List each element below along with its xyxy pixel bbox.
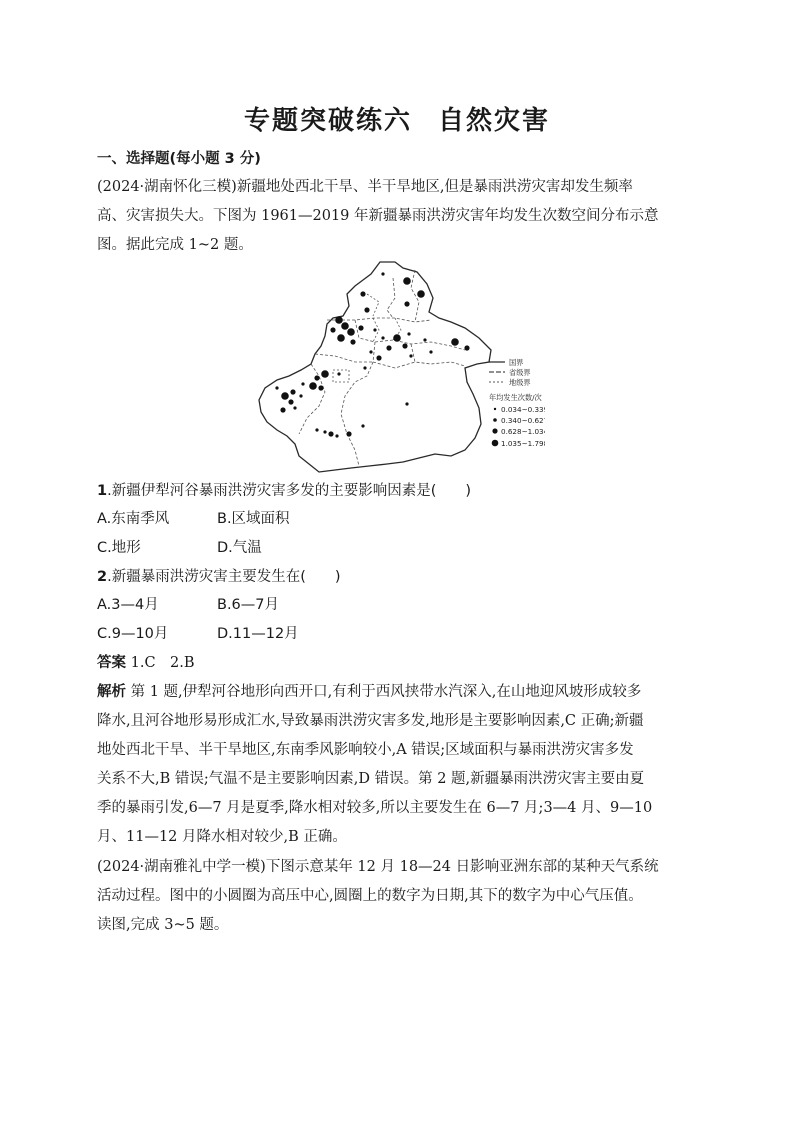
dot bbox=[315, 428, 318, 431]
q2-options-row-1 bbox=[97, 591, 702, 620]
dot bbox=[423, 338, 426, 341]
dot bbox=[321, 370, 329, 378]
analysis-label: 解析 bbox=[97, 684, 126, 700]
q2-number: 2 bbox=[97, 569, 108, 585]
dot bbox=[403, 277, 411, 285]
dot bbox=[288, 399, 293, 404]
legend-class-4: 1.035~1.798 bbox=[501, 439, 545, 448]
intro2-line-3: 读图,完成 3~5 题。 bbox=[97, 917, 229, 933]
dot bbox=[369, 350, 372, 353]
q1-option-a[interactable]: A.东南季风 bbox=[97, 511, 170, 527]
analysis-line-6: 月、11—12 月降水相对较少,B 正确。 bbox=[97, 829, 347, 845]
dot bbox=[360, 291, 365, 296]
dot bbox=[335, 316, 343, 324]
intro2-line-2: 活动过程。图中的小圆圈为高压中心,圆圈上的数字为日期,其下的数字为中心气压值。 bbox=[97, 888, 643, 904]
dot bbox=[323, 430, 326, 433]
dot bbox=[280, 407, 285, 412]
analysis-line-5: 季的暴雨引发,6—7 月是夏季,降水相对较多,所以主要发生在 6—7 月;3—4 月、9—10 bbox=[97, 800, 653, 816]
legend-dot-3 bbox=[492, 428, 497, 433]
dot bbox=[381, 336, 384, 339]
intro2-line-1: (2024·湖南雅礼中学一模)下图示意某年 12 月 18—24 日影响亚洲东部的某种天气系统 bbox=[97, 859, 659, 875]
dot bbox=[409, 354, 412, 357]
dot bbox=[275, 386, 278, 389]
dot bbox=[373, 328, 376, 331]
intro1-line-1: (2024·湖南怀化三模)新疆地处西北干旱、半干旱地区,但是暴雨洪涝灾害却发生频率 bbox=[97, 179, 633, 195]
analysis-line-1 bbox=[97, 678, 702, 707]
dot bbox=[314, 375, 319, 380]
legend-dot-1 bbox=[494, 408, 496, 410]
q1-options-row-2 bbox=[97, 534, 702, 563]
dot bbox=[402, 343, 407, 348]
dot bbox=[330, 327, 335, 332]
analysis-line-2: 降水,且河谷地形易形成汇水,导致暴雨洪涝灾害多发,地形是主要影响因素,C 正确;新疆 bbox=[97, 713, 644, 729]
q1-options-row-1 bbox=[97, 505, 702, 534]
dot bbox=[350, 339, 355, 344]
legend-freq-title: 年均发生次数/次 bbox=[489, 393, 542, 402]
q2-option-c[interactable]: C.9—10月 bbox=[97, 626, 169, 642]
question-1 bbox=[97, 477, 702, 506]
legend-class-3: 0.628~1.034 bbox=[501, 427, 545, 436]
question-2 bbox=[97, 563, 702, 592]
analysis-text-1: 第 1 题,伊犁河谷地形向西开口,有利于西风挟带水汽深入,在山地迎风坡形成较多 bbox=[126, 684, 642, 700]
dot bbox=[328, 431, 333, 436]
dot bbox=[318, 385, 323, 390]
dot bbox=[341, 322, 349, 330]
dot bbox=[364, 307, 369, 312]
dot bbox=[290, 389, 295, 394]
dot bbox=[337, 372, 340, 375]
q1-option-c[interactable]: C.地形 bbox=[97, 540, 141, 556]
q1-option-d[interactable]: D.气温 bbox=[217, 540, 262, 556]
title-sub: 自然灾害 bbox=[438, 106, 551, 136]
xinjiang-flood-map bbox=[255, 258, 545, 476]
dot bbox=[464, 345, 469, 350]
section-heading: 一、选择题(每小题 3 分) bbox=[97, 151, 261, 167]
dot bbox=[309, 382, 317, 390]
legend-class-1: 0.034~0.339 bbox=[501, 405, 545, 414]
q2-options-row-2 bbox=[97, 620, 702, 649]
dot bbox=[335, 434, 338, 437]
region-outline bbox=[259, 262, 491, 472]
legend-prefecture: 地级界 bbox=[509, 378, 531, 387]
answer-line bbox=[97, 649, 702, 678]
legend-dot-4 bbox=[492, 440, 499, 447]
page-title bbox=[0, 100, 794, 137]
q1-stem: .新疆伊犁河谷暴雨洪涝灾害多发的主要影响因素是( ) bbox=[107, 483, 472, 499]
dot bbox=[337, 334, 345, 342]
analysis-line-4: 关系不大,B 错误;气温不是主要影响因素,D 错误。第 2 题,新疆暴雨洪涝灾害主要由夏 bbox=[97, 771, 645, 787]
intro1-line-2: 高、灾害损失大。下图为 1961—2019 年新疆暴雨洪涝灾害年均发生次数空间分布示意 bbox=[97, 208, 659, 224]
dot bbox=[361, 424, 364, 427]
dot bbox=[381, 272, 384, 275]
dot bbox=[363, 366, 366, 369]
q2-option-b[interactable]: B.6—7月 bbox=[217, 597, 280, 613]
legend-national: 国界 bbox=[509, 358, 524, 367]
q1-number: 1 bbox=[97, 483, 108, 499]
dot bbox=[346, 431, 351, 436]
dot bbox=[299, 394, 302, 397]
intro1-line-3: 图。据此完成 1~2 题。 bbox=[97, 237, 253, 253]
dot bbox=[404, 301, 409, 306]
dot bbox=[301, 382, 304, 385]
legend-class-2: 0.340~0.627 bbox=[501, 416, 545, 425]
map-legend bbox=[489, 358, 545, 448]
legend-provincial: 省级界 bbox=[509, 368, 531, 377]
dot bbox=[429, 350, 432, 353]
answer-text: 1.C 2.B bbox=[126, 655, 195, 671]
dot bbox=[376, 355, 381, 360]
title-main: 专题突破练六 bbox=[243, 106, 412, 136]
q2-option-a[interactable]: A.3—4月 bbox=[97, 597, 159, 613]
dot bbox=[281, 392, 289, 400]
legend-dot-2 bbox=[493, 418, 497, 422]
answer-label: 答案 bbox=[97, 655, 126, 671]
q2-option-d[interactable]: D.11—12月 bbox=[217, 626, 299, 642]
dot bbox=[417, 290, 425, 298]
dot bbox=[358, 325, 363, 330]
dot bbox=[451, 338, 459, 346]
dot bbox=[293, 406, 296, 409]
q2-stem: .新疆暴雨洪涝灾害主要发生在( ) bbox=[107, 569, 341, 585]
dot bbox=[347, 328, 355, 336]
dot bbox=[407, 332, 410, 335]
map-figure bbox=[255, 258, 545, 476]
dot bbox=[393, 334, 401, 342]
q1-option-b[interactable]: B.区域面积 bbox=[217, 511, 290, 527]
dot bbox=[405, 402, 408, 405]
dot bbox=[386, 345, 391, 350]
analysis-line-3: 地处西北干旱、半干旱地区,东南季风影响较小,A 错误;区域面积与暴雨洪涝灾害多发 bbox=[97, 742, 634, 758]
